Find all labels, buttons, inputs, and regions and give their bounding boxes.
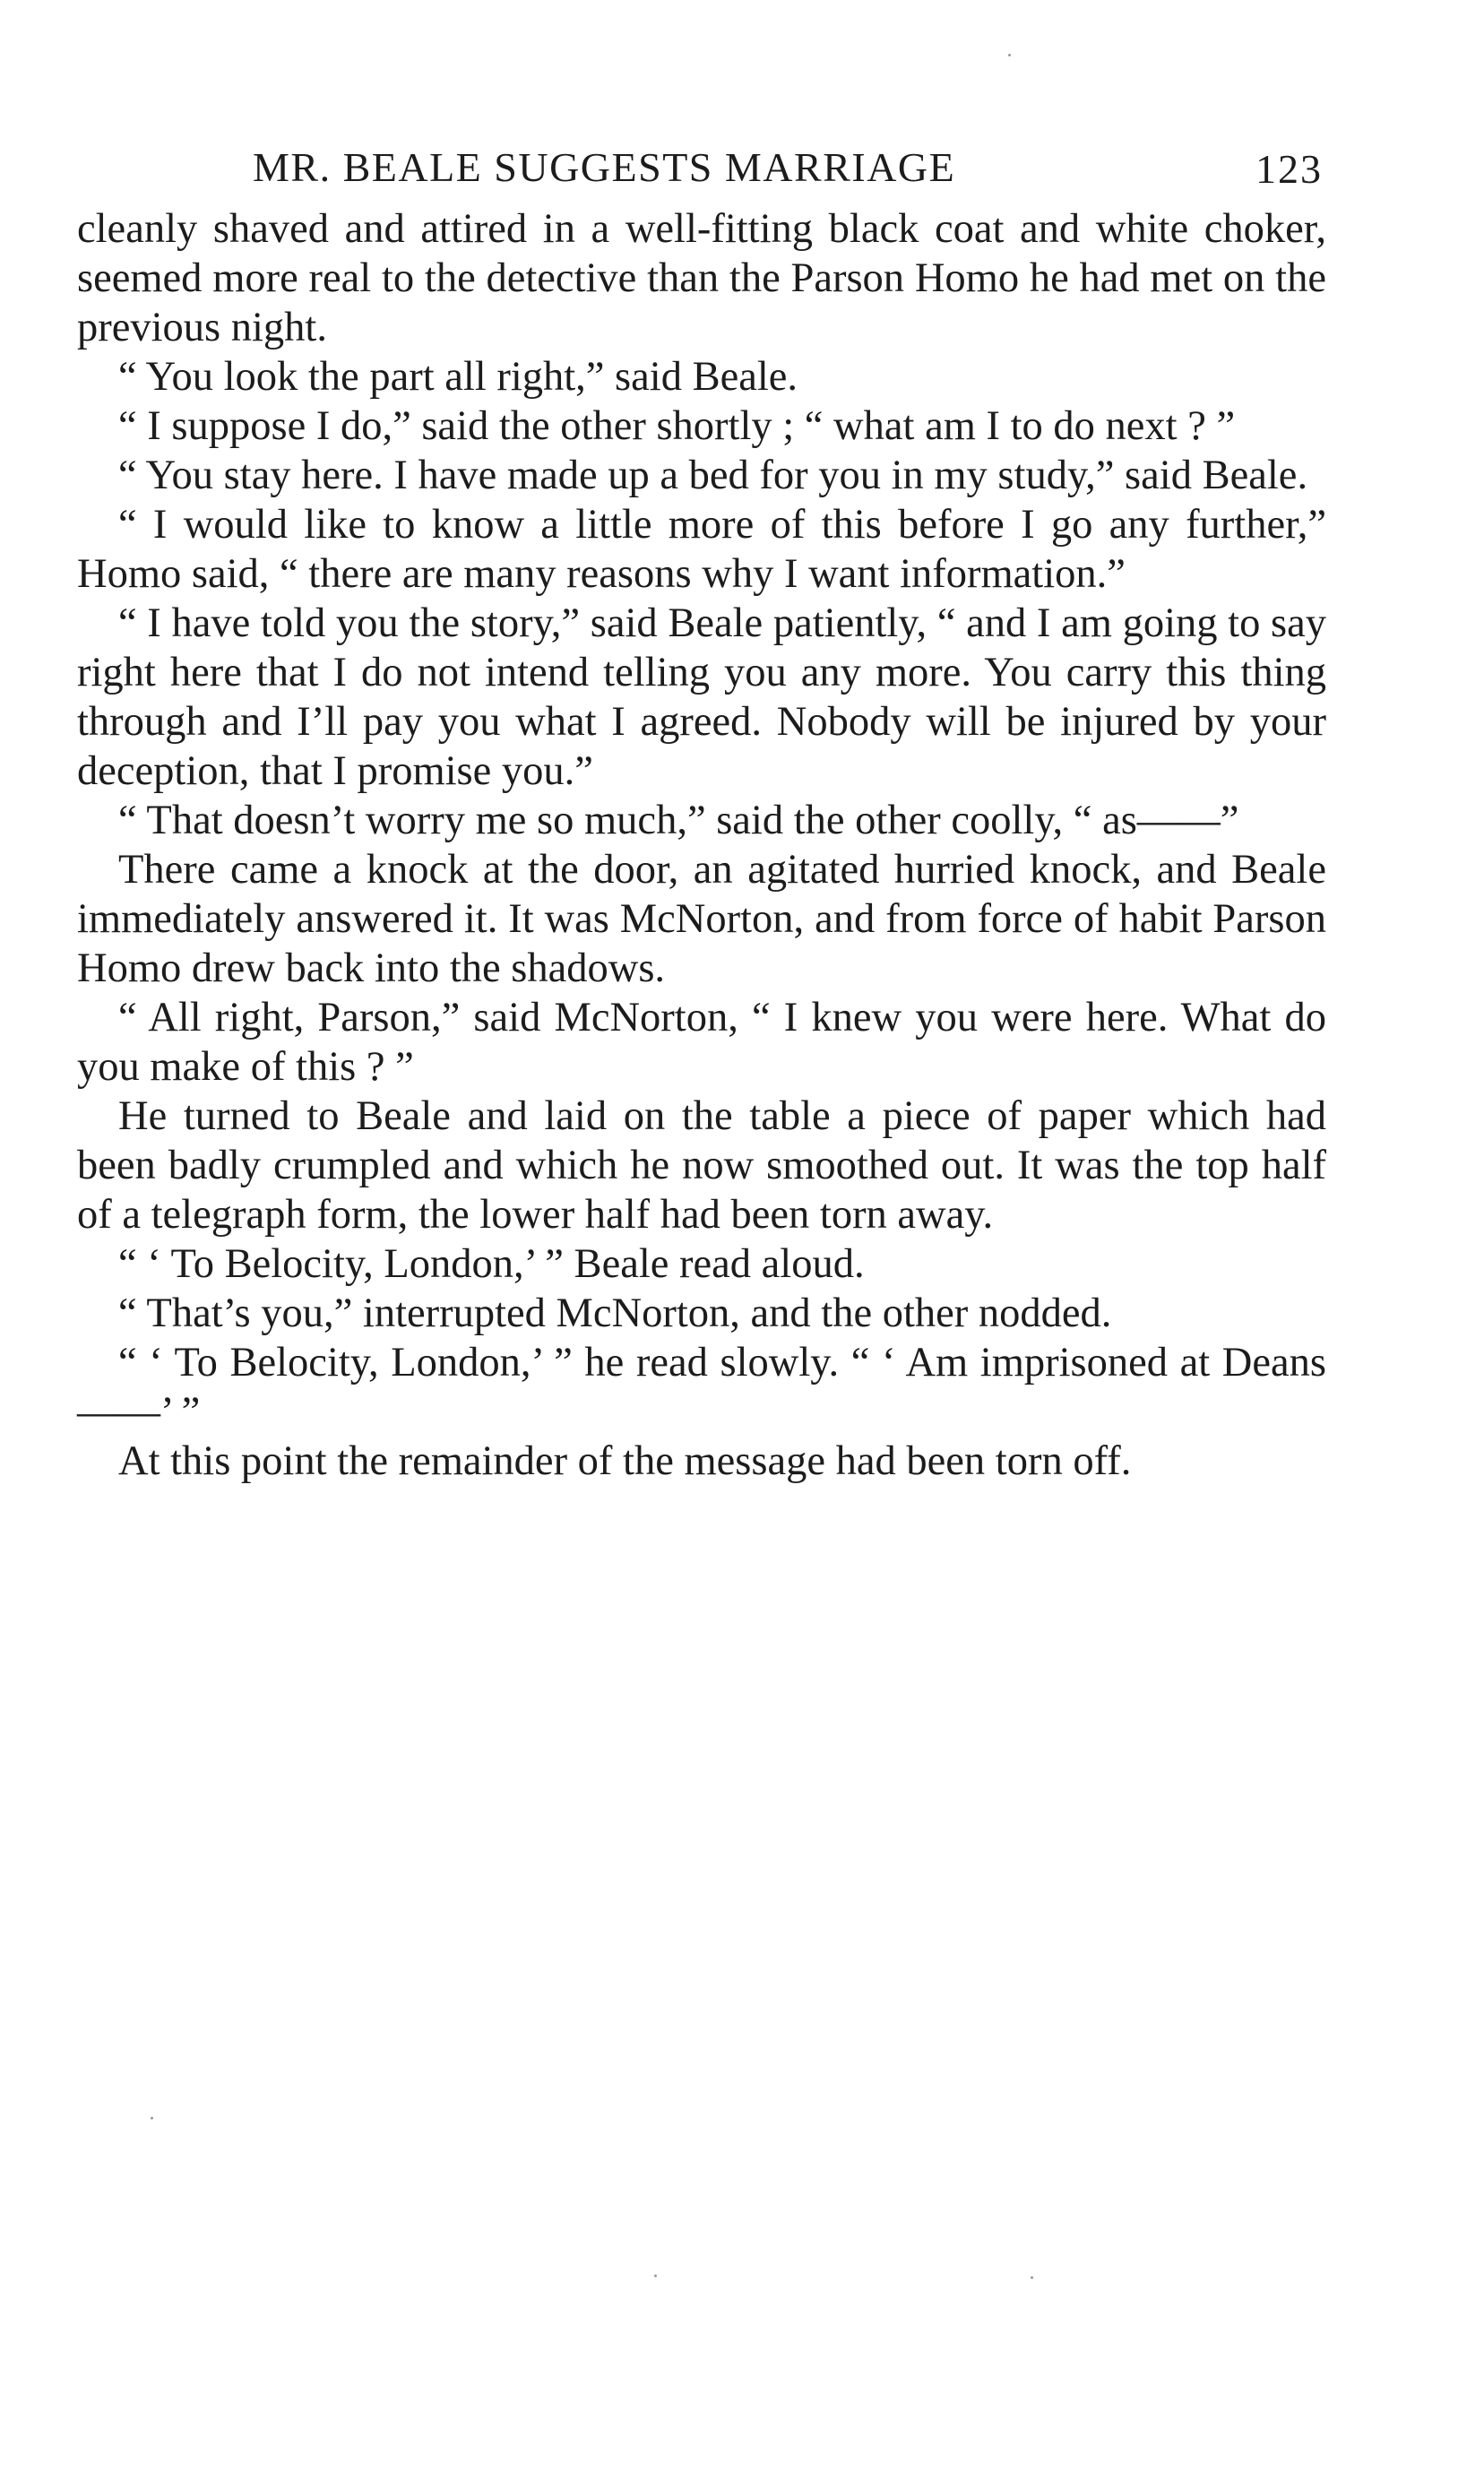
scan-speck [1008,54,1011,56]
paragraph: “ That’s you,” interrupted McNorton, and the other nodded. [118,1290,1112,1336]
paragraph: “ I have told you the story,” said Beale patiently, “ and I am going to say right here that I do not intend telling you any more. You carry this thing through and I’ll pay you what I agreed. Nobody will be injured by your deception, that I promise you.” [77,600,1326,794]
paragraph: “ That doesn’t worry me so much,” said the other coolly, “ as——” [118,798,1239,843]
chapter-title: MR. BEALE SUGGESTS MARRIAGE [253,144,956,190]
paragraph: At this point the remainder of the message had been torn off. [118,1438,1132,1484]
scan-speck [1031,2276,1033,2279]
paragraph: “ ‘ To Belocity, London,’ ” he read slowly. “ ‘ Am imprisoned at Deans——’ ” [77,1340,1326,1435]
body-text [77,204,1326,1486]
running-head [77,143,1326,204]
page-number: 123 [1255,146,1323,192]
scan-speck [654,2275,657,2277]
paragraph: “ All right, Parson,” said McNorton, “ I knew you were here. What do you make of this ? ” [77,995,1326,1090]
paragraph: “ I suppose I do,” said the other shortly ; “ what am I to do next ? ” [118,403,1236,449]
book-page [77,143,1326,1486]
paragraph: “ I would like to know a little more of this before I go any further,” Homo said, “ there are many reasons why I want information.” [77,502,1326,597]
paragraph: There came a knock at the door, an agitated hurried knock, and Beale immediately answered it. It was McNorton, and from force of habit Parson Homo drew back into the shadows. [77,847,1326,991]
paragraph: “ You stay here. I have made up a bed for you in my study,” said Beale. [118,453,1308,498]
paragraph: “ ‘ To Belocity, London,’ ” Beale read aloud. [118,1241,865,1287]
paragraph: He turned to Beale and laid on the table a piece of paper which had been badly crumpled and which he now smoothed out. It was the top half of a telegraph form, the lower half had been torn away. [77,1093,1326,1238]
paragraph: “ You look the part all right,” said Beale. [118,354,798,400]
paragraph: cleanly shaved and attired in a well-fitting black coat and white choker, seemed more real to the detective than the Parson Homo he had met on the previous night. [77,206,1326,350]
scan-speck [151,2117,153,2119]
